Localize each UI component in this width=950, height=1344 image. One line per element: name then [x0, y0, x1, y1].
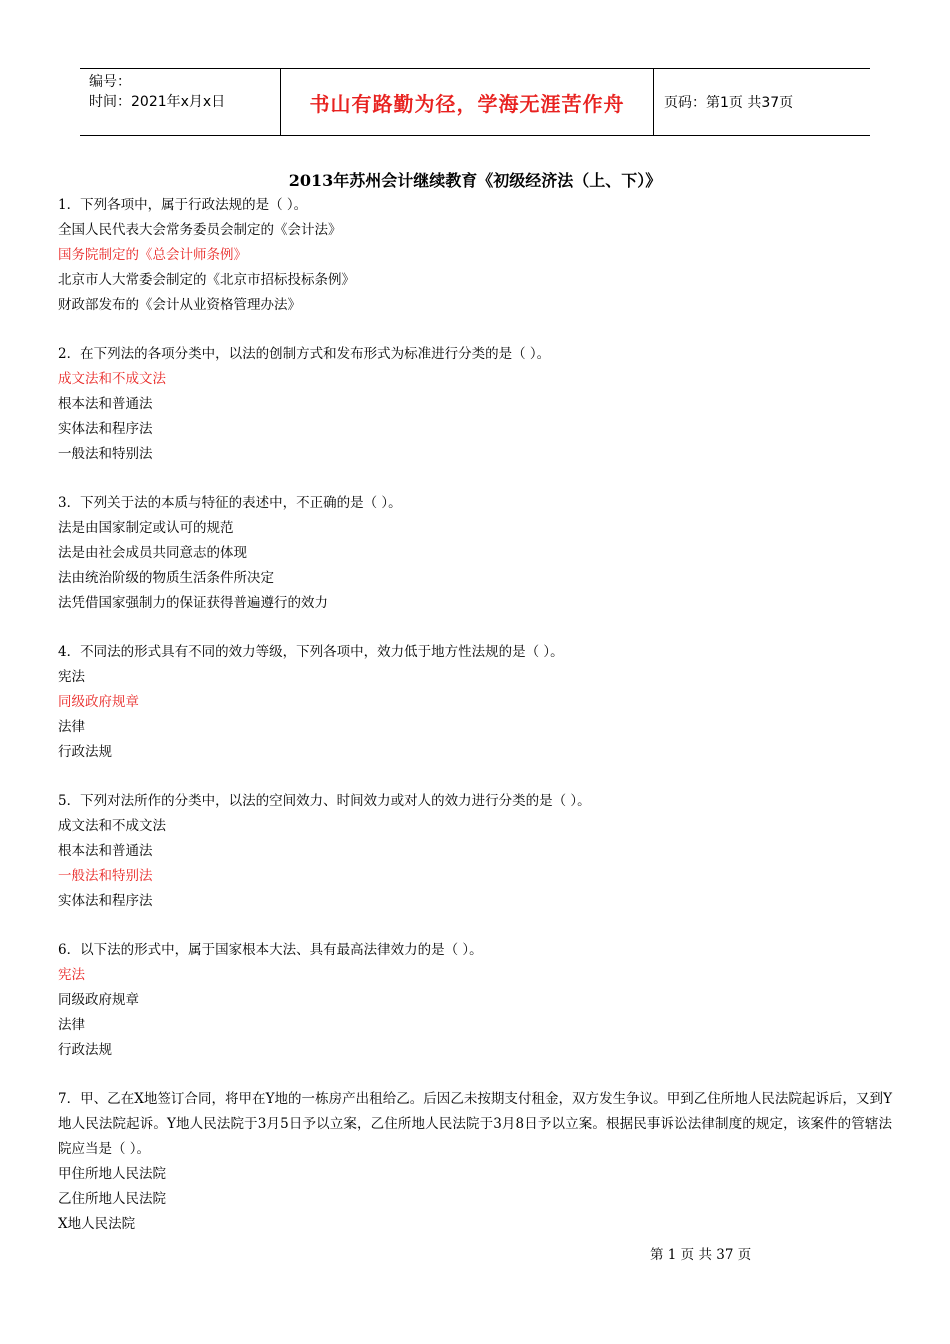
answer-option: 根本法和普通法	[58, 396, 153, 412]
question-block	[58, 342, 892, 467]
answer-option: 根本法和普通法	[58, 843, 153, 859]
page-footer: 第 1 页 共 37 页	[650, 1247, 752, 1263]
question-text: 5．下列对法所作的分类中，以法的空间效力、时间效力或对人的效力进行分类的是（ ）。	[58, 793, 591, 809]
answer-option: 甲住所地人民法院	[58, 1166, 166, 1182]
answer-option: 法律	[58, 719, 85, 735]
question-text: 1．下列各项中，属于行政法规的是（ ）。	[58, 197, 308, 213]
header-motto: 书山有路勤为径，学海无涯苦作舟	[281, 69, 654, 135]
question-block	[58, 938, 892, 1063]
answer-option-correct: 宪法	[58, 967, 85, 983]
answer-option: 法律	[58, 1017, 85, 1033]
answer-option: 法是由国家制定或认可的规范	[58, 520, 234, 536]
answer-option-correct: 同级政府规章	[58, 694, 139, 710]
answer-option: 行政法规	[58, 744, 112, 760]
answer-option: 财政部发布的《会计从业资格管理办法》	[58, 297, 301, 313]
answer-option: 宪法	[58, 669, 85, 685]
question-block	[58, 789, 892, 914]
header-meta-cell	[80, 69, 281, 135]
answer-option: 同级政府规章	[58, 992, 139, 1008]
question-text: 7．甲、乙在X地签订合同，将甲在Y地的一栋房产出租给乙。后因乙未按期支付租金，双方发生争议。甲到乙住所地人民法院起诉后，又到Y地人民法院起诉。Y地人民法院于3月5日予以立案，乙住所地人民法院于3月8日予以立案。根据民事诉讼法律制度的规定，该案件的管辖法院应当是（ ）。	[58, 1091, 892, 1157]
answer-option: 实体法和程序法	[58, 893, 153, 909]
question-text: 2．在下列法的各项分类中，以法的创制方式和发布形式为标准进行分类的是（ ）。	[58, 346, 551, 362]
question-block	[58, 193, 892, 318]
question-list	[58, 193, 892, 1261]
answer-option: 北京市人大常委会制定的《北京市招标投标条例》	[58, 272, 355, 288]
question-block	[58, 491, 892, 616]
question-block	[58, 1087, 892, 1237]
question-text: 3．下列关于法的本质与特征的表述中，不正确的是（ ）。	[58, 495, 402, 511]
question-block	[58, 640, 892, 765]
answer-option: 法由统治阶级的物质生活条件所决定	[58, 570, 274, 586]
header-page-info: 页码：第1页 共37页	[664, 95, 794, 111]
answer-option-correct: 一般法和特别法	[58, 868, 153, 884]
answer-option: 法凭借国家强制力的保证获得普遍遵行的效力	[58, 595, 328, 611]
question-text: 6．以下法的形式中，属于国家根本大法、具有最高法律效力的是（ ）。	[58, 942, 483, 958]
question-text: 4．不同法的形式具有不同的效力等级，下列各项中，效力低于地方性法规的是（ ）。	[58, 644, 564, 660]
answer-option: 行政法规	[58, 1042, 112, 1058]
answer-option: 成文法和不成文法	[58, 818, 166, 834]
page-header	[80, 68, 870, 136]
document-date-label: 时间：2021年x月x日	[89, 94, 226, 110]
answer-option: 实体法和程序法	[58, 421, 153, 437]
answer-option: 全国人民代表大会常务委员会制定的《会计法》	[58, 222, 342, 238]
answer-option: 一般法和特别法	[58, 446, 153, 462]
answer-option: X地人民法院	[58, 1216, 136, 1232]
document-number-label: 编号：	[89, 74, 131, 90]
answer-option-correct: 国务院制定的《总会计师条例》	[58, 247, 247, 263]
answer-option: 法是由社会成员共同意志的体现	[58, 545, 247, 561]
answer-option-correct: 成文法和不成文法	[58, 371, 166, 387]
document-title: 2013年苏州会计继续教育《初级经济法（上、下）》	[288, 171, 662, 190]
answer-option: 乙住所地人民法院	[58, 1191, 166, 1207]
